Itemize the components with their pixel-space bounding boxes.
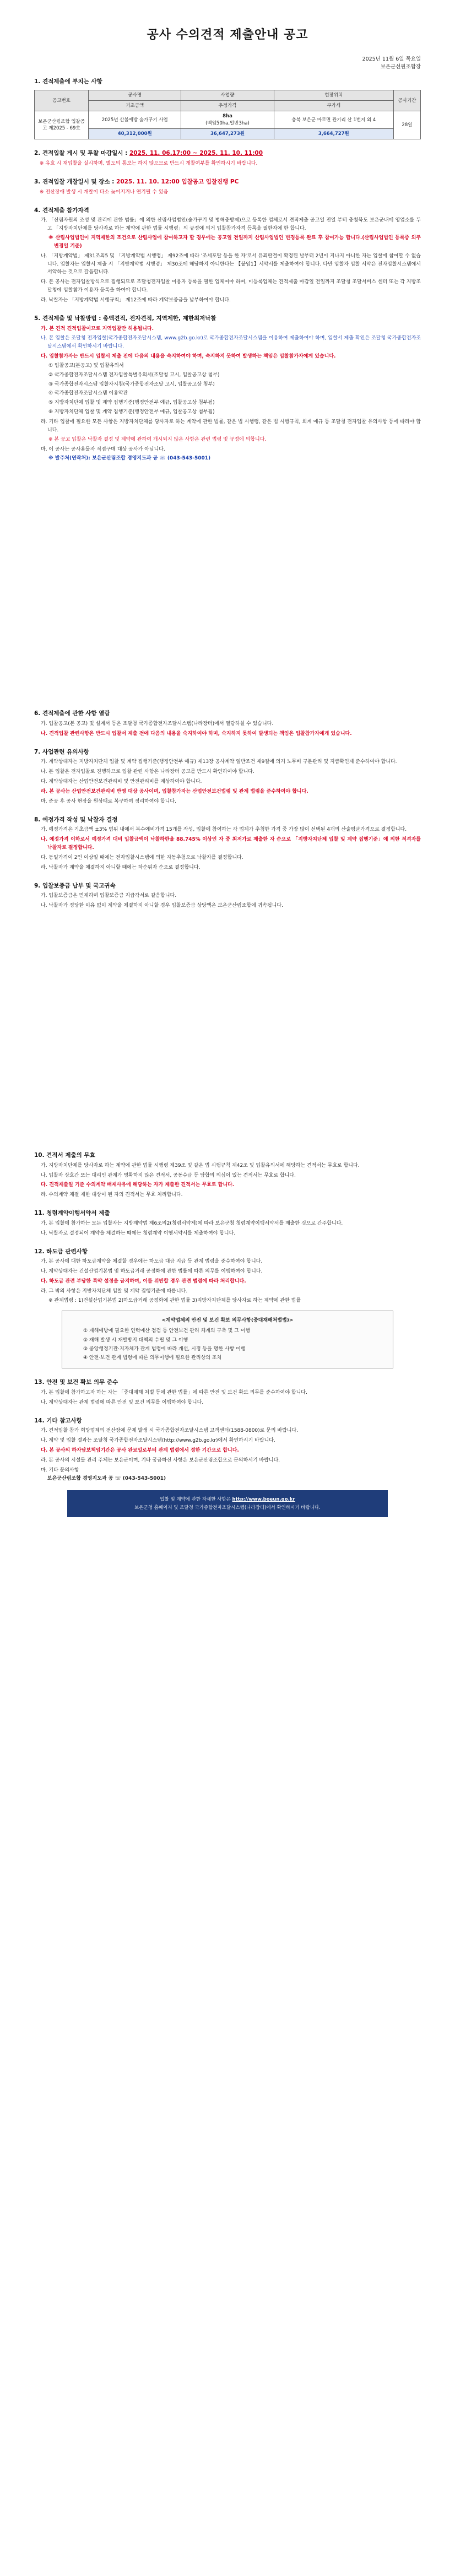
- section-6-heading: 6. 견적제출에 관한 사항 열람: [34, 710, 110, 717]
- s12-item: 라. 그 밖의 사항은 지방자치단체 입찰 및 계약 집행기준에 따릅니다.: [41, 1288, 188, 1294]
- s14-item: 나. 계약 및 입찰 결과는 조달청 국가종합전자조달시스템(http://www.g2b.go.kr)에서 확인하시기 바랍니다.: [41, 1438, 275, 1444]
- s8-item: 라. 낙찰자가 계약을 체결하지 아니할 때에는 차순위자 순으로 결정합니다.: [41, 864, 201, 870]
- s7-item: 라. 본 공사는 산업안전보건관리비 반영 대상 공사이며, 입찰참가자는 산업안전보건법령 및 관계 법령을 준수하여야 합니다.: [41, 788, 308, 794]
- s5-item: 마. 이 공사는 공사용물자 직접구매 대상 공사가 아닙니다.: [41, 446, 165, 452]
- s5-item: 가. 본 견적 견적입찰이므로 지역입찰만 허용됩니다.: [41, 326, 154, 332]
- s5-item: ⑥ 지방자치단체 입찰 및 계약 집행기준(행정안전부 예규, 입찰공고상 첨부됨): [48, 409, 215, 415]
- s13-item: 가. 본 입찰에 참가하고자 하는 자는 「중대재해 처벌 등에 관한 법률」에 따른 안전 및 보건 확보 의무를 준수하여야 합니다.: [41, 1389, 307, 1395]
- cell-period: 28일: [393, 111, 420, 139]
- s14-item: 라. 본 공사의 시설물 관리 주체는 보은군이며, 기타 궁금하신 사항은 보은군산림조합으로 문의하시기 바랍니다.: [41, 1457, 280, 1463]
- s14-item: 마. 기타 문의사항: [41, 1467, 79, 1473]
- s10-item: 다. 견적제출일 기준 수의계약 배제사유에 해당하는 자가 제출한 견적서는 무효로 합니다.: [41, 1182, 235, 1188]
- s5-item: 라. 기타 입찰에 필요한 모든 사항은 지방자치단체를 당사자로 하는 계약에 관한 법률, 같은 법 시행령, 같은 법 시행규칙, 회계 예규 등 조달청 전자입찰 유의사항 등에 따라야 합니다.: [41, 419, 421, 433]
- header-estimated-price: 추정가격: [181, 101, 274, 111]
- s8-item: 나. 예정가격 이하로서 예정가격 대비 입찰금액이 낙찰하한율 88.745% 이상인 자 중 최저가로 제출한 자 순으로 「지방자치단체 입찰 및 계약 집행기준」에 의한 적격자를 낙찰자로 결정합니다.: [41, 837, 421, 851]
- s11-item: 나. 낙찰자로 결정되어 계약을 체결하는 때에는 청렴계약 이행서약서를 제출하여야 합니다.: [41, 1230, 236, 1236]
- header-period: 공사기간: [393, 90, 420, 111]
- s10-item: 가. 지방자치단체를 당사자로 하는 계약에 관한 법률 시행령 제39조 및 같은 법 시행규칙 제42조 및 입찰유의서에 해당하는 견적서는 무효로 합니다.: [41, 1162, 360, 1168]
- s9-item: 나. 낙찰자가 정당한 이유 없이 계약을 체결하지 아니할 경우 입찰보증금 상당액은 보은군산림조합에 귀속됩니다.: [41, 903, 283, 909]
- s5-item: ⑤ 지방자치단체 입찰 및 계약 집행기준(행정안전부 예규, 입찰공고상 첨부됨): [48, 400, 215, 406]
- s5-item: ※ 본 공고 입찰은 낙찰자 결정 및 계약에 관하여 개시되지 않은 사항은 관련 법령 및 규정에 의합니다.: [48, 436, 267, 442]
- s10-item: 나. 입찰자 상호간 또는 대리인 관계가 명확하지 않은 견적서, 공동수급 등 담합의 의심이 있는 견적서는 무효로 합니다.: [41, 1172, 296, 1178]
- s13-item: 나. 계약상대자는 관계 법령에 따른 안전 및 보건 의무를 이행하여야 합니다.: [41, 1399, 204, 1405]
- cell-estimated-price: 36,647,273원: [181, 129, 274, 139]
- header-notice-no: 공고번호: [35, 90, 89, 111]
- page-title: 공사 수의견적 제출안내 공고: [147, 28, 308, 42]
- section-13-heading: 13. 안전 및 보건 확보 의무 준수: [34, 1379, 118, 1386]
- header-project-name: 공사명: [89, 90, 181, 100]
- s10-item: 라. 수의계약 체결 제한 대상이 된 자의 견적서는 무효 처리합니다.: [41, 1192, 183, 1198]
- blank-spacer: [34, 910, 421, 1141]
- section-14-heading: 14. 기타 참고사항: [34, 1417, 82, 1424]
- header-base-amount: 기초금액: [89, 101, 181, 111]
- header-quantity: 사업량: [181, 90, 274, 100]
- s14-item: 다. 본 공사의 하자담보책임기간은 공사 완료일로부터 관계 법령에서 정한 기간으로 합니다.: [41, 1448, 239, 1453]
- section-3-heading: 3. 견적입찰 개찰일시 및 장소 :: [34, 178, 115, 185]
- footer-line-1: 입찰 및 계약에 관한 자세한 사항은: [160, 1497, 231, 1503]
- s5-item: 나. 본 입찰은 조달청 전자입찰(국가종합전자조달시스템, www.g2b.go.kr)로 국가종합전자조달시스템을 이용하여 제출하여야 하며, 입찰서 제출 확인은 조달청 국가종합전자조달시스템에서 확인하시기 바랍니다.: [41, 335, 421, 350]
- s12-item: ※ 관계법령 : 1)건설산업기본법 2)하도급거래 공정화에 관한 법률 3)지방자치단체를 당사자로 하는 계약에 관한 법률: [48, 1297, 301, 1303]
- safety-item: ① 재해예방에 필요한 인력예산 점검 등 안전보건 관리 체계의 구축 및 그 이행: [83, 1328, 251, 1334]
- safety-box-title: <계약업체의 안전 및 보건 확보 의무사항(중대재해처벌법)>: [161, 1317, 294, 1323]
- section-8-heading: 8. 예정가격 작성 및 낙찰자 결정: [34, 816, 118, 823]
- s5-item: 다. 입찰참가자는 반드시 입찰서 제출 전에 다음의 내용을 숙지하여야 하며, 숙지하지 못하여 발생하는 책임은 입찰참가자에게 있습니다.: [41, 354, 336, 360]
- homepage-link[interactable]: http://www.boeun.go.kr: [232, 1497, 295, 1503]
- s12-item: 나. 계약상대자는 건설산업기본법 및 하도급거래 공정화에 관한 법률에 따른 의무를 이행하여야 합니다.: [41, 1269, 263, 1275]
- s5-item: ④ 국가종합전자조달시스템 이용약관: [48, 391, 128, 397]
- s11-item: 가. 본 입찰에 참가하는 모든 입찰자는 지방계약법 제6조의2(청렴서약제)에 따라 보은군청 청렴계약이행서약서를 제출한 것으로 간주합니다.: [41, 1220, 343, 1226]
- section-11-heading: 11. 청렴계약이행서약서 제출: [34, 1210, 110, 1217]
- safety-item: ③ 중앙행정기관·지자체가 관계 법령에 따라 개선, 시정 등을 명한 사항 이행: [83, 1346, 246, 1352]
- footer-line-2: 보은군청 홈페이지 및 조달청 국가종합전자조달시스템(나라장터)에서 확인하시기 바랍니다.: [134, 1505, 321, 1511]
- s4-item: ※ 산림사업법인이 지역제한의 조건으로 산림사업에 참여하고자 할 경우에는 공고일 전일까지 산림사업법인 변경등록 완료 후 참여가능 합니다.(산림사업법인 등록증 외주 변경일 기준): [48, 235, 421, 249]
- s6-item: 나. 견적입찰 관련사항은 반드시 입찰서 제출 전에 다음의 내용을 숙지하여야 하며, 숙지하지 못하여 발생되는 책임은 입찰참가자에게 있습니다.: [41, 730, 352, 737]
- cell-site: 충북 보은군 마로면 관기리 산 1번지 외 4: [274, 111, 393, 129]
- cell-quantity-detail: (벡임50ha,일반3ha): [205, 120, 250, 126]
- s7-item: 마. 준공 후 공사 현장을 원상태로 복구하여 정리하여야 합니다.: [41, 798, 176, 804]
- notice-meta: [34, 56, 421, 72]
- section-10-heading: 10. 견적서 제출의 무효: [34, 1152, 95, 1159]
- cell-quantity: [181, 111, 274, 129]
- s8-item: 다. 동일가격이 2인 이상일 때에는 전자입찰시스템에 의한 자동추첨으로 낙찰자를 결정합니다.: [41, 854, 243, 861]
- contact-line: 보은군산림조합 경영지도과 공 ☏ (043-543-5001): [47, 1475, 166, 1481]
- footer-banner: [67, 1490, 388, 1517]
- header-site: 현장위치: [274, 90, 393, 100]
- section-4-heading: 4. 견적제출 참가자격: [34, 207, 89, 214]
- section-3-note: ※ 전산장애 발생 시 개찰이 다소 늦어지거나 연기될 수 있음: [40, 189, 169, 195]
- blank-spacer: [34, 463, 421, 700]
- section-9-heading: 9. 입찰보증금 납부 및 국고귀속: [34, 882, 116, 889]
- s9-item: 가. 입찰보증금은 면제하며 입찰보증금 지급각서로 갈음합니다.: [41, 893, 177, 899]
- s4-item: 다. 본 공사는 전자입찰방식으로 집행되므로 조달청전자입찰 이용자 등록을 필한 업체여야 하며, 미등록업체는 견적제출 마감일 전일까지 조달청 조달서비스 센터 또는 각 지방조달청에 입찰참가 이용자 등록을 하여야 합니다.: [41, 279, 421, 294]
- s5-item: ② 국가종합전자조달시스템 전자입찰특별유의서(조달청 고시, 입찰공고상 첨부): [48, 372, 220, 378]
- s5-contact: ※ 발주처(연락처): 보은군산림조합 경영지도과 공 ☏ (043-543-5001): [48, 456, 211, 462]
- s14-item: 가. 견적입찰 참가 희망업체의 전산장애 문제 발생 시 국가종합전자조달시스템 고객센터(1588-0800)로 문의 바랍니다.: [41, 1428, 299, 1434]
- s5-item: ① 입찰공고(본공고) 및 입찰유의서: [48, 362, 124, 369]
- cell-base-amount: 40,312,000원: [89, 129, 181, 139]
- s4-item: 가. 「산림자원의 조성 및 관리에 관한 법률」에 의한 산림사업법인(숲가꾸기 및 병해충방제)으로 등록한 업체로서 견적제출 공고일 전일 부터 충청북도 보은군내에 영업소를 두고 「지방자치단체를 당사자로 하는 계약에 관한 법률 시행령」의 규정에 의거 입찰참가자격 등록을 필한자에 한 합니다.: [41, 218, 421, 232]
- s7-item: 다. 계약상대자는 산업안전보건관리비 및 안전관리비를 계상하여야 합니다.: [41, 779, 202, 785]
- section-1-heading: 1. 견적제출에 부치는 사항: [34, 78, 102, 85]
- header-vat: 부가세: [274, 101, 393, 111]
- opening-datetime: 2025. 11. 10. 12:00 입찰공고 입찰진행 PC: [116, 178, 239, 185]
- safety-item: ② 재해 발생 시 재발방지 대책의 수립 및 그 이행: [83, 1337, 188, 1343]
- section-2-heading: 2. 견적입찰 게시 및 투찰 마감일시 :: [34, 150, 128, 157]
- s12-item: 다. 하도급 관련 부당한 특약 설정을 금지하며, 이를 위반할 경우 관련 법령에 따라 처리합니다.: [41, 1279, 246, 1284]
- s7-item: 가. 계약상대자는 지방자치단체 입찰 및 계약 집행기준(행정안전부 예규) 제13장 공사계약 일반조건 제9절에 의거 노무비 구분관리 및 지급확인제 준수하여야 합니다.: [41, 759, 397, 765]
- notice-date: 2025년 11월 6일 목요일: [362, 56, 421, 62]
- cell-project-name: 2025년 산불예방 숲가꾸기 사업: [89, 111, 181, 129]
- section-5-heading: 5. 견적제출 및 낙찰방법 : 총액견적, 전자견적, 지역제한, 제한최저낙찰: [34, 315, 216, 322]
- s4-item: 나. 「지방계약법」 제31조의5 및 「지방계약법 시행령」 제92조에 따라 '조세포탈 등을 한 자'로서 유죄판결이 확정된 날부터 2년이 지나지 아니한 자는 입찰에 참여할 수 없습니다. 입찰자는 입찰서 제출 시 「지방계약법 시행령」 제30조에 해당하지 아니한다는 【붙임1】서약서를 제출하여야 합니다. 다만 입찰자 입찰 서약은 전자입찰시스템에서 서약하는 것으로 갈음합니다.: [41, 253, 421, 275]
- s5-item: ③ 국가종합전자시스템 입찰자지침(국가종합전자조달 고시, 입찰공고상 첨부): [48, 381, 215, 387]
- section-12-heading: 12. 하도급 관련사항: [34, 1248, 88, 1255]
- cell-vat: 3,664,727원: [274, 129, 393, 139]
- section-3: [34, 178, 421, 187]
- section-2-note: ※ 유효 시 재입찰을 실시하며, 별도의 통보는 하지 않으므로 반드시 개찰여부를 확인하시기 바랍니다.: [40, 161, 258, 167]
- notice-issuer: 보은군선원조합장: [380, 63, 421, 70]
- s7-item: 나. 본 입찰은 전자입찰로 진행하므로 입찰 관련 사항은 나라장터 공고를 반드시 확인하여야 합니다.: [41, 769, 254, 775]
- s4-item: 라. 낙찰자는 「지방계약법 시행규칙」 제12조에 따라 계약보증금을 납부하여야 합니다.: [41, 297, 231, 303]
- bid-period: 2025. 11. 06.17:00 ~ 2025. 11. 10. 11:00: [129, 150, 263, 157]
- bid-summary-table: [34, 90, 421, 140]
- cell-notice-no: 보은군산림조합 입찰공고 제2025 - 69호: [35, 111, 89, 139]
- section-2: [34, 149, 421, 158]
- cell-quantity-main: 8ha: [223, 113, 232, 120]
- s6-item: 가. 입찰공고(본 공고) 및 설계서 등은 조달청 국가종합전자조달시스템(나라장터)에서 열람하실 수 있습니다.: [41, 721, 274, 727]
- s8-item: 가. 예정가격은 기초금액 ±3% 범위 내에서 복수예비가격 15개를 작성, 입찰에 참여하는 각 업체가 추첨한 가격 중 가장 많이 선택된 4개의 산술평균가격으로 결정합니다.: [41, 827, 407, 833]
- safety-item: ④ 안전·보건 관계 법령에 따른 의무이행에 필요한 관리상의 조치: [83, 1355, 222, 1361]
- section-7-heading: 7. 사업관련 유의사항: [34, 748, 89, 755]
- safety-obligation-box: [62, 1311, 393, 1369]
- s12-item: 가. 본 공사에 대한 하도급계약을 체결할 경우에는 하도급 대금 지급 등 관계 법령을 준수하여야 합니다.: [41, 1259, 263, 1265]
